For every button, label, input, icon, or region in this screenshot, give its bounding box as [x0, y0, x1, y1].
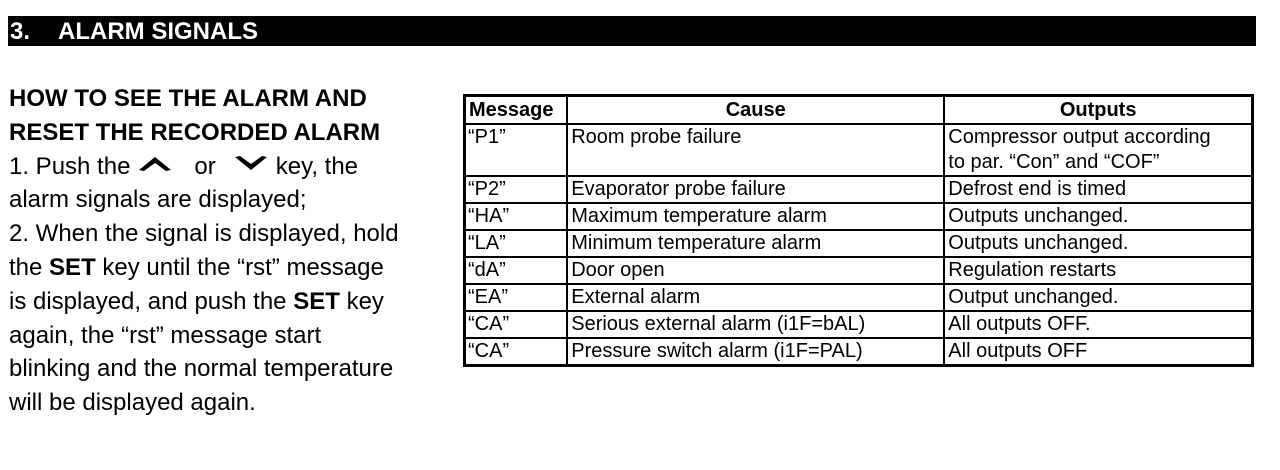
cell-cause: Minimum temperature alarm — [567, 230, 944, 257]
cell-cause: Room probe failure — [567, 124, 944, 176]
table-header-row — [465, 96, 1253, 125]
step2-line1: 2. When the signal is displayed, hold — [9, 220, 399, 248]
instructions — [9, 82, 449, 420]
cell-message: “EA” — [465, 284, 568, 311]
cell-message: “LA” — [465, 230, 568, 257]
cell-outputs — [944, 124, 1252, 176]
cell-outputs: All outputs OFF. — [944, 311, 1252, 338]
step1-suffix: key, the — [275, 152, 359, 180]
alarm-signals-table — [463, 94, 1254, 367]
step2-line6: will be displayed again. — [9, 389, 256, 417]
cell-outputs-line1: Compressor output according — [948, 126, 1211, 148]
step2-line3-end: key — [346, 287, 384, 315]
cell-message: “P1” — [465, 124, 568, 176]
table-row — [465, 203, 1253, 230]
step1-prefix: 1. Push the — [9, 152, 131, 180]
step1-line1 — [9, 150, 449, 184]
table-row — [465, 124, 1253, 176]
cell-outputs: Defrost end is timed — [944, 176, 1252, 203]
cell-cause: External alarm — [567, 284, 944, 311]
table-row — [465, 257, 1253, 284]
table-row — [465, 338, 1253, 366]
cell-outputs: Regulation restarts — [944, 257, 1252, 284]
table-row — [465, 176, 1253, 203]
step1-line2: alarm signals are displayed; — [9, 186, 307, 214]
cell-cause: Pressure switch alarm (i1F=PAL) — [567, 338, 944, 366]
instructions-heading-line2: RESET THE RECORDED ALARM — [9, 118, 381, 146]
cell-outputs: Output unchanged. — [944, 284, 1252, 311]
step2-the: the — [9, 253, 43, 281]
chevron-down-icon — [234, 153, 268, 175]
table-row — [465, 230, 1253, 257]
step2-line2 — [9, 251, 449, 285]
cell-message: “CA” — [465, 311, 568, 338]
cell-message: “P2” — [465, 176, 568, 203]
section-number: 3. — [10, 18, 31, 45]
header-message: Message — [465, 96, 568, 125]
instructions-heading-line1: HOW TO SEE THE ALARM AND — [9, 85, 367, 112]
table-row — [465, 284, 1253, 311]
step2-line2-rest: key until the “rst” message — [102, 253, 384, 281]
step2-line3-start: is displayed, and push the — [9, 287, 287, 315]
header-cause: Cause — [567, 96, 944, 125]
cell-message: “CA” — [465, 338, 568, 366]
cell-outputs: Outputs unchanged. — [944, 230, 1252, 257]
step2-line5: blinking and the normal temperature — [9, 355, 394, 383]
cell-cause: Serious external alarm (i1F=bAL) — [567, 311, 944, 338]
set-key-label: SET — [49, 253, 96, 281]
cell-cause: Evaporator probe failure — [567, 176, 944, 203]
section-header — [8, 16, 1256, 46]
chevron-up-icon — [138, 153, 172, 175]
cell-message: “dA” — [465, 257, 568, 284]
cell-outputs: Outputs unchanged. — [944, 203, 1252, 230]
step1-or: or — [194, 152, 216, 180]
header-outputs: Outputs — [944, 96, 1252, 125]
cell-cause: Maximum temperature alarm — [567, 203, 944, 230]
cell-outputs: All outputs OFF — [944, 338, 1252, 366]
set-key-label: SET — [293, 287, 340, 315]
cell-outputs-line2: to par. “Con” and “COF” — [948, 151, 1160, 173]
step2-line4: again, the “rst” message start — [9, 321, 322, 349]
step2-line3 — [9, 285, 449, 319]
section-title: ALARM SIGNALS — [58, 18, 258, 45]
cell-message: “HA” — [465, 203, 568, 230]
cell-cause: Door open — [567, 257, 944, 284]
table-row — [465, 311, 1253, 338]
